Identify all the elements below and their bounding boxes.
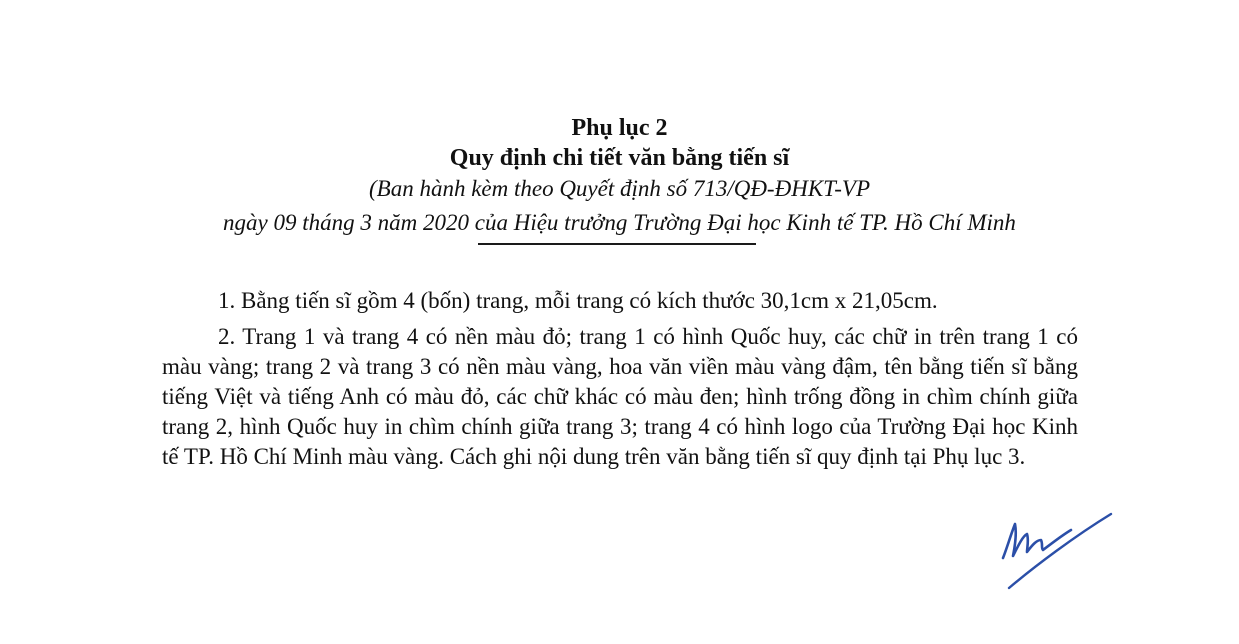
title-divider: [478, 243, 756, 245]
issuance-note-line-2: ngày 09 tháng 3 năm 2020 của Hiệu trưởng Trường Đại học Kinh tế TP. Hồ Chí Minh: [223, 210, 1016, 235]
paragraph-2: 2. Trang 1 và trang 4 có nền màu đỏ; trang 1 có hình Quốc huy, các chữ in trên trang 1 có màu vàng; trang 2 và trang 3 có nền màu vàng, hoa văn viền màu vàng đậm, tên bằng tiến sĩ bằng tiếng Việt và tiếng Anh có màu đỏ, các chữ khác có màu đen; hình trống đồng in chìm chính giữa trang 2, hình Quốc huy in chìm chính giữa trang 3; trang 4 có hình logo của Trường Đại học Kinh tế TP. Hồ Chí Minh màu vàng. Cách ghi nội dung trên văn bằng tiến sĩ quy định tại Phụ lục 3.: [162, 324, 1078, 469]
issuance-note-line-1: (Ban hành kèm theo Quyết định số 713/QĐ-ĐHKT-VP: [368, 176, 870, 201]
document-title: Quy định chi tiết văn bằng tiến sĩ: [449, 145, 790, 171]
handwritten-signature: [995, 510, 1115, 590]
appendix-title: Phụ lục 2: [571, 115, 668, 141]
paragraph-1: 1. Bằng tiến sĩ gồm 4 (bốn) trang, mỗi trang có kích thước 30,1cm x 21,05cm.: [218, 288, 938, 313]
